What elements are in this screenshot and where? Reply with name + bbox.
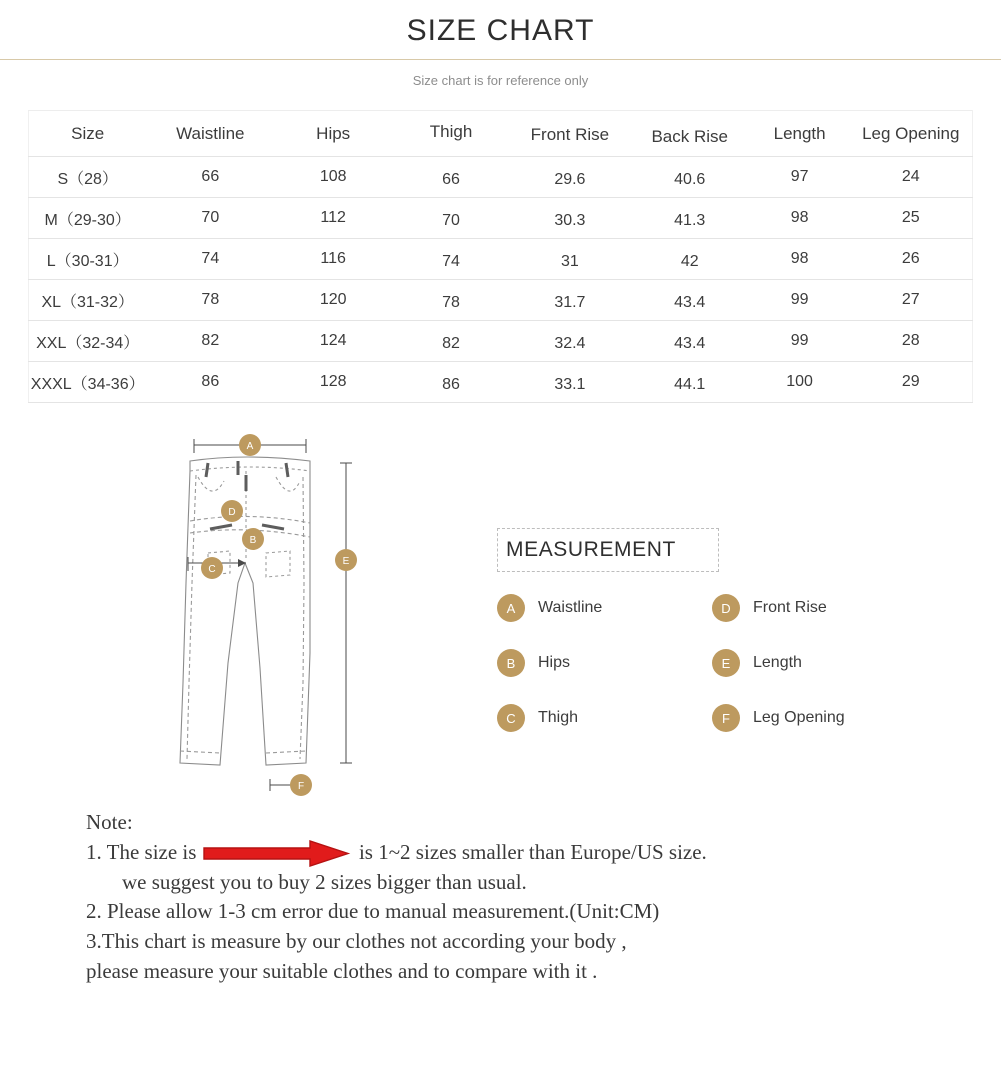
- table-row: [29, 157, 973, 198]
- diagram-badge-e: [335, 549, 357, 571]
- cell-size: L（30-31）: [29, 239, 147, 280]
- measurement-legend: [497, 594, 957, 732]
- cell-length: 97: [750, 157, 850, 198]
- size-table-container: [28, 110, 973, 403]
- measurement-panel: [497, 528, 957, 732]
- diagram-badge-f: [290, 774, 312, 796]
- cell-waistline: 78: [146, 280, 274, 321]
- cell-front-rise: 31.7: [510, 280, 630, 321]
- cell-thigh: 78: [392, 280, 510, 321]
- table-row: [29, 198, 973, 239]
- note-2: 2. Please allow 1-3 cm error due to manual measurement.(Unit:CM): [86, 899, 660, 924]
- legend-item-length: [712, 649, 927, 677]
- cell-waistline: 82: [146, 321, 274, 362]
- cell-length: 98: [750, 239, 850, 280]
- cell-length: 99: [750, 280, 850, 321]
- note-1-prefix: 1. The size is: [86, 839, 197, 864]
- notes-block: [86, 808, 966, 987]
- cell-back-rise: 44.1: [630, 362, 750, 403]
- measurement-title: MEASUREMENT: [497, 528, 719, 572]
- cell-back-rise: 40.6: [630, 157, 750, 198]
- measurement-section: [0, 433, 1001, 813]
- legend-label-leg-opening: Leg Opening: [753, 709, 845, 726]
- cell-length: 100: [750, 362, 850, 403]
- cell-waistline: 86: [146, 362, 274, 403]
- legend-item-hips: [497, 649, 712, 677]
- cell-thigh: 66: [392, 157, 510, 198]
- badge-d-icon: D: [712, 594, 740, 622]
- cell-waistline: 74: [146, 239, 274, 280]
- cell-leg-opening: 27: [850, 280, 973, 321]
- legend-label-hips: Hips: [538, 654, 571, 671]
- note-1-line: [86, 838, 966, 868]
- header-subtitle: Size chart is for reference only: [412, 73, 589, 88]
- cell-waistline: 66: [146, 157, 274, 198]
- table-row: [29, 280, 973, 321]
- legend-item-thigh: [497, 704, 712, 732]
- cell-front-rise: 33.1: [510, 362, 630, 403]
- badge-b-icon: B: [497, 649, 525, 677]
- legend-item-leg-opening: [712, 704, 927, 732]
- svg-text:A: A: [246, 441, 254, 452]
- cell-hips: 128: [274, 362, 392, 403]
- diagram-badge-a: [239, 434, 261, 456]
- svg-text:B: B: [249, 535, 257, 546]
- cell-size: XXXL（34-36）: [29, 362, 147, 403]
- cell-size: XL（31-32）: [29, 280, 147, 321]
- legend-label-front-rise: Front Rise: [753, 599, 827, 616]
- cell-size: XXL（32-34）: [29, 321, 147, 362]
- cell-hips: 124: [274, 321, 392, 362]
- column-header-back-rise: Back Rise: [630, 111, 750, 157]
- column-header-front-rise: Front Rise: [510, 111, 630, 157]
- cell-hips: 108: [274, 157, 392, 198]
- legend-label-waistline: Waistline: [538, 599, 603, 616]
- column-header-size: Size: [29, 111, 147, 157]
- cell-length: 98: [750, 198, 850, 239]
- cell-size: M（29-30）: [29, 198, 147, 239]
- cell-front-rise: 30.3: [510, 198, 630, 239]
- column-header-thigh: Thigh: [392, 111, 510, 157]
- cell-size: S（28）: [29, 157, 147, 198]
- cell-hips: 116: [274, 239, 392, 280]
- red-arrow-icon: [202, 843, 354, 865]
- pants-diagram-svg: [150, 433, 450, 803]
- diagram-badge-b: [242, 528, 264, 550]
- page-title: SIZE CHART: [406, 14, 595, 47]
- diagram-badge-c: [201, 557, 223, 579]
- cell-hips: 120: [274, 280, 392, 321]
- cell-leg-opening: 26: [850, 239, 973, 280]
- column-header-waistline: Waistline: [146, 111, 274, 157]
- page-header: [0, 0, 1001, 88]
- cell-thigh: 74: [392, 239, 510, 280]
- svg-text:E: E: [342, 556, 350, 567]
- notes-heading: Note:: [86, 810, 133, 834]
- table-row: [29, 239, 973, 280]
- diagram-badge-d: [221, 500, 243, 522]
- svg-text:D: D: [228, 507, 236, 518]
- badge-f-icon: F: [712, 704, 740, 732]
- cell-back-rise: 43.4: [630, 321, 750, 362]
- legend-label-thigh: Thigh: [538, 709, 579, 726]
- table-row: [29, 362, 973, 403]
- cell-length: 99: [750, 321, 850, 362]
- cell-hips: 112: [274, 198, 392, 239]
- cell-leg-opening: 28: [850, 321, 973, 362]
- svg-text:F: F: [297, 781, 305, 792]
- legend-label-length: Length: [753, 654, 802, 671]
- cell-leg-opening: 29: [850, 362, 973, 403]
- size-chart-table: [28, 110, 973, 403]
- cell-thigh: 86: [392, 362, 510, 403]
- column-header-length: Length: [750, 111, 850, 157]
- badge-e-icon: E: [712, 649, 740, 677]
- cell-front-rise: 29.6: [510, 157, 630, 198]
- cell-thigh: 82: [392, 321, 510, 362]
- column-header-hips: Hips: [274, 111, 392, 157]
- cell-back-rise: 42: [630, 239, 750, 280]
- cell-front-rise: 31: [510, 239, 630, 280]
- table-header-row: [29, 111, 973, 157]
- table-row: [29, 321, 973, 362]
- cell-leg-opening: 25: [850, 198, 973, 239]
- svg-text:C: C: [208, 564, 216, 575]
- cell-leg-opening: 24: [850, 157, 973, 198]
- legend-item-waistline: [497, 594, 712, 622]
- cell-thigh: 70: [392, 198, 510, 239]
- cell-back-rise: 43.4: [630, 280, 750, 321]
- note-4: please measure your suitable clothes and to compare with it .: [86, 959, 598, 984]
- cell-back-rise: 41.3: [630, 198, 750, 239]
- badge-c-icon: C: [497, 704, 525, 732]
- legend-item-front-rise: [712, 594, 927, 622]
- note-1-suffix: is 1~2 sizes smaller than Europe/US size.: [358, 839, 707, 864]
- cell-front-rise: 32.4: [510, 321, 630, 362]
- note-3: 3.This chart is measure by our clothes not according your body ,: [86, 929, 627, 954]
- pants-diagram: [150, 433, 450, 803]
- cell-waistline: 70: [146, 198, 274, 239]
- badge-a-icon: A: [497, 594, 525, 622]
- note-1-wrap: we suggest you to buy 2 sizes bigger than usual.: [122, 869, 527, 894]
- header-divider: [0, 59, 1001, 60]
- column-header-leg-opening: Leg Opening: [850, 111, 973, 157]
